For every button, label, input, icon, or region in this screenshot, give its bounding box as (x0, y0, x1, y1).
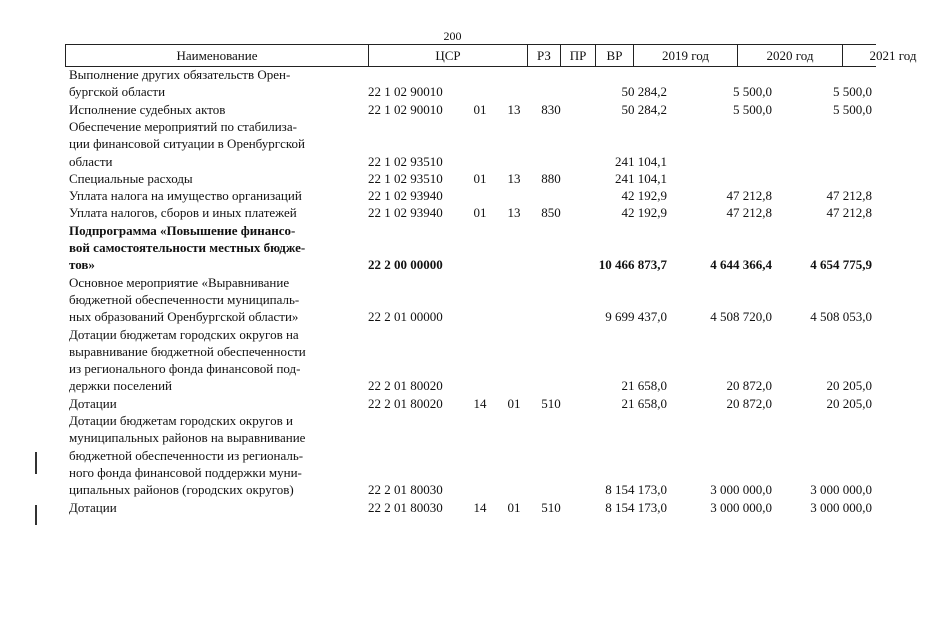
cell-rz (472, 343, 488, 360)
cell-y2020 (680, 447, 772, 464)
table-row (0, 481, 905, 498)
table-row (0, 66, 905, 83)
cell-vr (537, 256, 565, 273)
cell-y2020: 5 500,0 (733, 101, 772, 117)
cell-y2019 (575, 429, 667, 446)
cell-y2021: 3 000 000,0 (810, 482, 872, 498)
cell-pr (503, 481, 525, 498)
header-2021: 2021 год (869, 48, 917, 63)
cell-rz (472, 360, 488, 377)
cell-y2021 (782, 135, 872, 152)
table-row (0, 204, 905, 221)
cell-name: из регионального фонда финансовой под- (69, 361, 301, 377)
cell-vr (537, 464, 565, 481)
cell-y2019 (575, 118, 667, 135)
cell-y2020: 47 212,8 (726, 188, 772, 204)
cell-y2020: 20 872,0 (726, 378, 772, 394)
table-row (0, 429, 905, 446)
cell-y2020: 5 500,0 (733, 84, 772, 100)
cell-vr (537, 377, 565, 394)
cell-name: Дотации бюджетам городских округов на (69, 326, 299, 342)
cell-csr: 22 1 02 90010 (368, 101, 443, 117)
cell-name: Исполнение судебных актов (69, 101, 226, 117)
cell-name: ции финансовой ситуации в Оренбургской (69, 136, 306, 152)
cell-y2019 (575, 291, 667, 308)
cell-vr: 510 (541, 499, 561, 515)
cell-rz (472, 222, 488, 239)
cell-rz (472, 66, 488, 83)
cell-y2020: 3 000 000,0 (710, 482, 772, 498)
cell-vr (537, 187, 565, 204)
cell-y2021: 4 654 775,9 (810, 257, 872, 273)
cell-pr (503, 429, 525, 446)
cell-vr (537, 412, 565, 429)
cell-name: Уплата налогов, сборов и иных платежей (69, 205, 297, 221)
header-vr: ВР (596, 45, 634, 66)
cell-csr (368, 222, 458, 239)
cell-name: Уплата налога на имущество организаций (69, 188, 302, 204)
cell-y2019 (575, 343, 667, 360)
cell-csr: 22 1 02 93510 (368, 153, 443, 169)
cell-y2020 (680, 135, 772, 152)
cell-pr: 01 (507, 395, 521, 411)
cell-y2020 (680, 153, 772, 170)
cell-vr: 880 (541, 170, 561, 186)
cell-pr (503, 66, 525, 83)
cell-y2019 (575, 464, 667, 481)
cell-rz: 14 (473, 395, 487, 411)
cell-y2020 (680, 360, 772, 377)
cell-vr (537, 481, 565, 498)
cell-csr: 22 2 01 80030 (368, 499, 443, 515)
table-header (65, 44, 917, 67)
cell-y2021 (782, 274, 872, 291)
cell-pr: 13 (507, 170, 521, 186)
cell-name: ных образований Оренбургской области» (69, 309, 299, 325)
cell-y2019 (575, 222, 667, 239)
table-row (0, 83, 905, 100)
cell-rz (472, 412, 488, 429)
cell-pr (503, 256, 525, 273)
cell-y2021 (782, 447, 872, 464)
cell-y2021 (782, 343, 872, 360)
cell-y2021: 20 205,0 (826, 378, 872, 394)
cell-name: выравнивание бюджетной обеспеченности (69, 343, 306, 359)
page-number: 200 (443, 29, 462, 43)
cell-pr: 13 (507, 101, 521, 117)
table-row (0, 308, 905, 325)
cell-y2021 (782, 222, 872, 239)
table-row (0, 395, 905, 412)
margin-mark (35, 505, 37, 525)
cell-csr (368, 118, 458, 135)
cell-rz (472, 291, 488, 308)
cell-csr (368, 464, 458, 481)
cell-y2020 (680, 326, 772, 343)
cell-csr (368, 343, 458, 360)
table-row (0, 326, 905, 343)
cell-y2019: 241 104,1 (615, 170, 667, 186)
cell-y2019: 50 284,2 (621, 101, 667, 117)
cell-rz (472, 256, 488, 273)
cell-name: тов» (69, 257, 95, 273)
table-row (0, 256, 905, 273)
cell-y2020 (680, 343, 772, 360)
cell-csr: 22 2 01 80020 (368, 395, 443, 411)
cell-y2019 (575, 239, 667, 256)
cell-vr: 850 (541, 205, 561, 221)
cell-vr (537, 360, 565, 377)
cell-y2019: 241 104,1 (615, 153, 667, 169)
cell-name: Дотации (69, 499, 117, 515)
table-row (0, 291, 905, 308)
cell-y2020 (680, 170, 772, 187)
table-row (0, 274, 905, 291)
cell-csr (368, 429, 458, 446)
cell-rz: 14 (473, 499, 487, 515)
cell-y2021 (782, 66, 872, 83)
cell-y2020 (680, 239, 772, 256)
cell-vr (537, 83, 565, 100)
cell-csr (368, 66, 458, 83)
cell-pr (503, 222, 525, 239)
cell-y2020 (680, 222, 772, 239)
cell-y2021: 47 212,8 (826, 188, 872, 204)
table-row (0, 499, 905, 516)
cell-pr (503, 153, 525, 170)
table-row (0, 118, 905, 135)
cell-csr (368, 412, 458, 429)
cell-y2021: 4 508 053,0 (810, 309, 872, 325)
cell-y2020 (680, 274, 772, 291)
cell-y2021 (782, 412, 872, 429)
cell-csr (368, 239, 458, 256)
cell-rz: 01 (473, 101, 487, 117)
table-row (0, 360, 905, 377)
cell-y2019 (575, 360, 667, 377)
cell-pr (503, 135, 525, 152)
cell-y2021: 5 500,0 (833, 101, 872, 117)
table-row (0, 447, 905, 464)
cell-y2019: 42 192,9 (621, 205, 667, 221)
cell-csr: 22 1 02 93940 (368, 205, 443, 221)
cell-name: Специальные расходы (69, 170, 193, 186)
cell-csr: 22 1 02 93940 (368, 188, 443, 204)
cell-y2020 (680, 291, 772, 308)
cell-rz (472, 187, 488, 204)
cell-name: бюджетной обеспеченности муниципаль- (69, 291, 300, 307)
table-row (0, 343, 905, 360)
cell-rz (472, 83, 488, 100)
cell-pr: 13 (507, 205, 521, 221)
cell-y2019 (575, 135, 667, 152)
cell-vr (537, 222, 565, 239)
cell-y2019: 8 154 173,0 (605, 482, 667, 498)
cell-y2020 (680, 66, 772, 83)
cell-y2021: 5 500,0 (833, 84, 872, 100)
cell-vr (537, 447, 565, 464)
cell-pr (503, 187, 525, 204)
cell-name: Основное мероприятие «Выравнивание (69, 274, 290, 290)
cell-name: Дотации (69, 395, 117, 411)
cell-pr (503, 360, 525, 377)
cell-name: вой самостоятельности местных бюдже- (69, 240, 306, 255)
cell-y2021 (782, 153, 872, 170)
cell-rz (472, 135, 488, 152)
table-row (0, 222, 905, 239)
cell-y2021: 3 000 000,0 (810, 499, 872, 515)
margin-mark (35, 452, 37, 474)
table-row (0, 187, 905, 204)
cell-y2021 (782, 429, 872, 446)
cell-y2019: 50 284,2 (621, 84, 667, 100)
cell-vr (537, 274, 565, 291)
cell-vr (537, 153, 565, 170)
cell-pr: 01 (507, 499, 521, 515)
cell-rz (472, 464, 488, 481)
cell-csr (368, 135, 458, 152)
cell-y2019 (575, 326, 667, 343)
cell-y2019 (575, 66, 667, 83)
table-row (0, 464, 905, 481)
cell-rz (472, 274, 488, 291)
cell-pr (503, 83, 525, 100)
cell-y2021 (782, 464, 872, 481)
cell-csr (368, 274, 458, 291)
cell-vr (537, 118, 565, 135)
cell-name: бургской области (69, 84, 166, 100)
header-2020: 2020 год (738, 45, 843, 66)
cell-vr (537, 291, 565, 308)
cell-pr (503, 343, 525, 360)
cell-y2021 (782, 239, 872, 256)
cell-rz (472, 118, 488, 135)
cell-y2021 (782, 118, 872, 135)
cell-y2020 (680, 464, 772, 481)
cell-rz (472, 481, 488, 498)
cell-y2019: 8 154 173,0 (605, 499, 667, 515)
header-2019: 2019 год (634, 45, 738, 66)
cell-csr (368, 291, 458, 308)
cell-y2020: 20 872,0 (726, 395, 772, 411)
cell-name: Дотации бюджетам городских округов и (69, 413, 293, 428)
cell-csr: 22 1 02 90010 (368, 84, 443, 100)
cell-y2021: 47 212,8 (826, 205, 872, 221)
cell-pr (503, 308, 525, 325)
cell-pr (503, 377, 525, 394)
table-row (0, 135, 905, 152)
cell-y2020 (680, 429, 772, 446)
cell-rz (472, 153, 488, 170)
cell-y2019: 10 466 873,7 (598, 257, 667, 273)
cell-csr: 22 1 02 93510 (368, 170, 443, 186)
cell-rz (472, 308, 488, 325)
cell-pr (503, 447, 525, 464)
cell-vr (537, 135, 565, 152)
cell-name: Подпрограмма «Повышение финансо- (69, 222, 296, 238)
cell-y2020: 3 000 000,0 (710, 499, 772, 515)
table-row (0, 377, 905, 394)
cell-csr: 22 2 01 80030 (368, 482, 443, 498)
cell-pr (503, 464, 525, 481)
cell-pr (503, 239, 525, 256)
cell-rz (472, 239, 488, 256)
cell-pr (503, 274, 525, 291)
cell-y2020 (680, 412, 772, 429)
cell-pr (503, 118, 525, 135)
cell-csr: 22 2 01 00000 (368, 309, 443, 325)
header-pr: ПР (561, 45, 596, 66)
cell-vr (537, 239, 565, 256)
cell-rz (472, 377, 488, 394)
cell-name: Обеспечение мероприятий по стабилиза- (69, 118, 297, 134)
cell-csr (368, 360, 458, 377)
cell-y2021 (782, 326, 872, 343)
cell-csr: 22 2 01 80020 (368, 378, 443, 394)
cell-y2021 (782, 291, 872, 308)
cell-rz: 01 (473, 170, 487, 186)
table-row (0, 412, 905, 429)
cell-y2019 (575, 274, 667, 291)
cell-y2021 (782, 170, 872, 187)
header-csr: ЦСР (369, 45, 528, 66)
cell-name: муниципальных районов на выравнивание (69, 430, 306, 446)
cell-name: области (69, 153, 113, 169)
cell-y2021: 20 205,0 (826, 395, 872, 411)
cell-pr (503, 326, 525, 343)
cell-y2019: 9 699 437,0 (605, 309, 667, 325)
cell-y2021 (782, 360, 872, 377)
cell-rz (472, 326, 488, 343)
cell-y2019: 21 658,0 (621, 395, 667, 411)
cell-rz (472, 447, 488, 464)
table-row (0, 170, 905, 187)
cell-vr (537, 326, 565, 343)
table-row (0, 239, 905, 256)
cell-y2019: 42 192,9 (621, 188, 667, 204)
table-row (0, 101, 905, 118)
cell-name: бюджетной обеспеченности из региональ- (69, 447, 304, 463)
cell-name: держки поселений (69, 378, 172, 394)
cell-csr (368, 447, 458, 464)
table-row (0, 153, 905, 170)
cell-y2019 (575, 447, 667, 464)
cell-csr: 22 2 00 00000 (368, 257, 443, 273)
cell-y2020 (680, 118, 772, 135)
cell-vr (537, 343, 565, 360)
cell-pr (503, 412, 525, 429)
cell-y2019: 21 658,0 (621, 378, 667, 394)
cell-rz (472, 429, 488, 446)
cell-y2020: 4 508 720,0 (710, 309, 772, 325)
header-rz: РЗ (528, 45, 561, 66)
cell-y2020: 47 212,8 (726, 205, 772, 221)
cell-vr (537, 308, 565, 325)
cell-pr (503, 291, 525, 308)
cell-rz: 01 (473, 205, 487, 221)
cell-name: ципальных районов (городских округов) (69, 482, 294, 498)
cell-csr (368, 326, 458, 343)
cell-y2020: 4 644 366,4 (710, 257, 772, 273)
cell-name: ного фонда финансовой поддержки муни- (69, 464, 302, 480)
cell-vr (537, 429, 565, 446)
cell-y2019 (575, 412, 667, 429)
cell-name: Выполнение других обязательств Орен- (69, 67, 291, 82)
header-name: Наименование (66, 45, 369, 66)
cell-vr (537, 66, 565, 83)
cell-vr: 830 (541, 101, 561, 117)
cell-vr: 510 (541, 395, 561, 411)
